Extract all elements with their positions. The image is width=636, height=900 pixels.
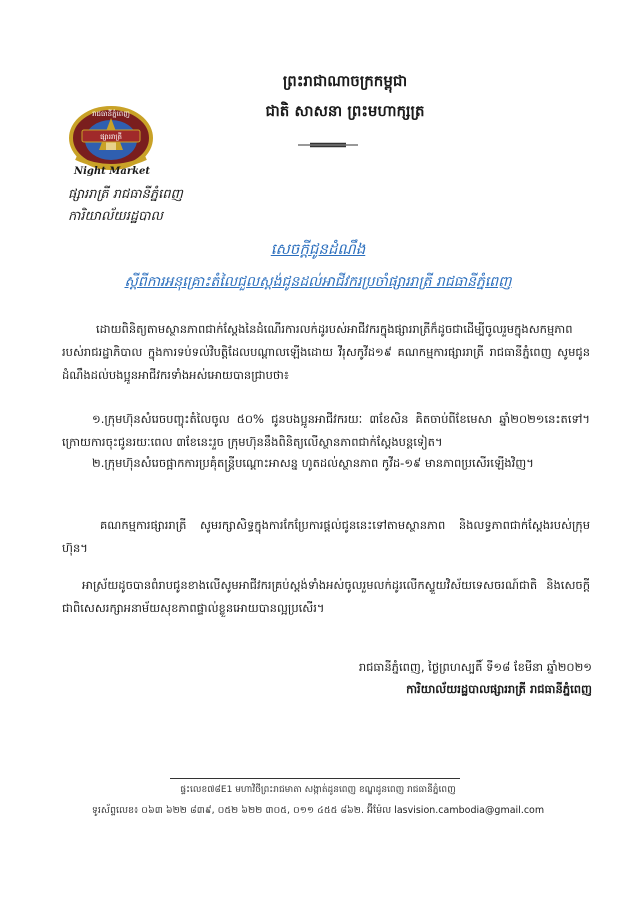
email-link[interactable]: lasvision.cambodia@gmail.com [394, 805, 545, 816]
date-line: រាជធានីភ្នំពេញ, ថ្ងៃព្រហស្បតិ៍ ទី១៨ ខែមីនា ឆ្នាំ២០២១ [358, 660, 592, 674]
logo-arc-text: រាជធានីភ្នំពេញ [92, 110, 130, 118]
body-paragraph-intro: ដោយពិនិត្យតាមស្ថានភាពជាក់ស្តែងនៃដំណើរការលក់ដូរបស់អាជីវករក្នុងផ្សាររាត្រីក៏ដូចជាដើម្បីចូលរួមក្នុងសកម្មភាពរបស់រាជរដ្ឋាភិបាល ក្នុងការទប់ទល់វិបត្តិដែលបណ្តាលឡើងដោយ វីរុសកូវីដ១៩ គណកម្មការផ្សាររាត្រី រាជធានីភ្នំពេញ សូមជូនដំណឹងដល់បងប្អូនអាជីវករទាំងអស់អោយបានជ្រាបថា៖ [62, 322, 590, 382]
body-item-2: ២.ក្រុមហ៊ុនសំរេចផ្អាកការប្រគុំតន្ត្រីបណ្តោះអាសន្ន ហូតដល់ស្ថានភាព កូវីដ-១៩ មានភាពប្រសើរឡើងវិញ។ [92, 456, 534, 470]
signatory: ការិយាល័យរដ្ឋបាលផ្សាររាត្រី រាជធានីភ្នំពេញ [406, 682, 592, 696]
national-motto: ជាតិ សាសនា ព្រះមហាក្សត្រ [265, 102, 425, 120]
body-paragraph-closing: អាស្រ័យដូចបានពំរាបជូនខាងលើសូមអាជីវករគ្រប់ស្តង់ទាំងអស់ចូលរួមលក់ដូរលើកស្ទួយវិស័យទេសចរណ៍ជាតិ និងសេចក្តីជាពិសេសរក្សាអនាម័យសុខភាពផ្ទាល់ខ្លួនអោយបានល្អប្រសើរ។ [62, 578, 590, 615]
body-paragraph-rights: គណកម្មការផ្សាររាត្រី សូមរក្សាសិទ្ធក្នុងការកែប្រែការផ្តល់ជូននេះទៅតាមស្ថានភាព និងលទ្ធភាពជាក់ស្តែងរបស់ក្រុមហ៊ុន។ [62, 518, 590, 555]
logo-caption: Night Market [73, 166, 151, 177]
notice-subject: ស្តីពីការអនុគ្រោះតំលៃជួលស្តង់ជូនដល់អាជីវករប្រចាំផ្សាររាត្រី រាជធានីភ្នំពេញ [124, 274, 512, 290]
ornament-divider [298, 140, 358, 150]
phone-numbers: ០៦៣ ៦២២ ៨៣៩, ០៥២ ៦២២ ៣០៥, ០១១ ៤៥៥ ៨៦២. [141, 805, 364, 816]
footer-contact [0, 804, 636, 818]
footer-divider [170, 778, 460, 779]
organization-name: ផ្សាររាត្រី រាជធានីភ្នំពេញ [68, 187, 183, 202]
body-item-1: ១.ក្រុមហ៊ុនសំរេចបញ្ចុះតំលៃចូល ៥០% ជូនបងប្អូនអាជីវករយៈ ៣ខែសិន គិតចាប់ពីខែមេសា ឆ្នាំ២០២១នេះតទៅ។ ក្រោយការចុះជូនរយៈពេល ៣ខែនេះរួច ក្រុមហ៊ុននឹងពិនិត្យលើស្ថានភាពជាក់ស្តែងបន្តទៀត។ [62, 412, 590, 449]
logo-banner-text: ផ្សាររាត្រី [100, 133, 122, 141]
phone-label: ទូរស័ព្ទលេខ៖ [91, 805, 139, 816]
organization-office: ការិយាល័យរដ្ឋបាល [68, 209, 163, 224]
kingdom-heading: ព្រះរាជាណាចក្រកម្ពុជា [282, 72, 408, 90]
footer-address: ផ្ទះលេខ៧៨E1 មហាវិថីព្រះរាជមាតា សង្កាត់ដូនពេញ ខណ្ឌដូនពេញ រាជធានីភ្នំពេញ [180, 785, 456, 795]
email-label: អ៊ីម៉ែល [367, 805, 392, 816]
notice-title: សេចក្តីជូនដំណឹង [270, 240, 366, 258]
